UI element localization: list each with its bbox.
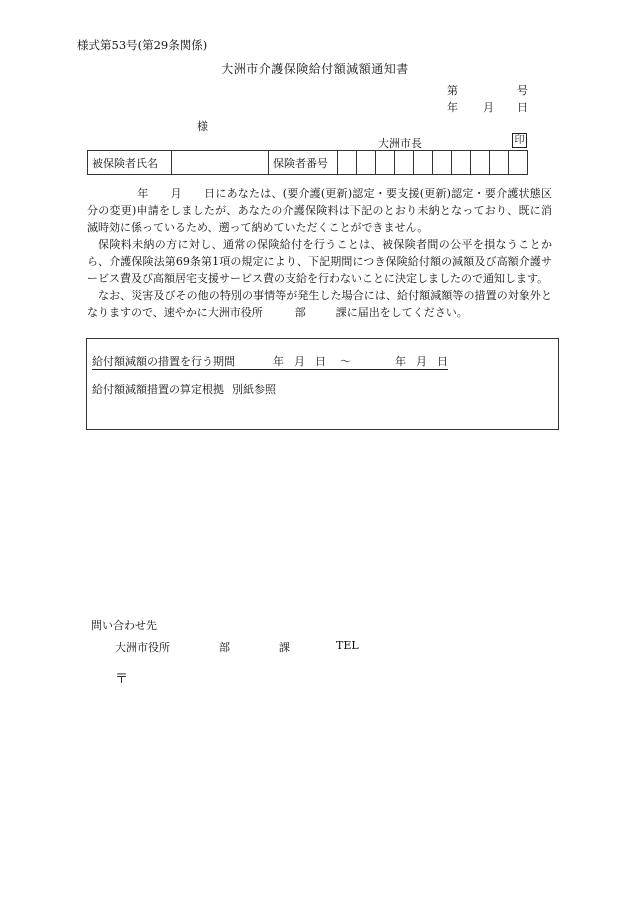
insurer-number-digit[interactable] (395, 151, 414, 175)
insured-name-field[interactable] (172, 151, 269, 175)
calculation-basis-row (92, 381, 276, 397)
application-year: 年 (137, 187, 149, 200)
doc-number-dai: 第 (447, 84, 458, 97)
insurer-number-digit[interactable] (357, 151, 376, 175)
document-title: 大洲市介護保険給付額減額通知書 (221, 62, 409, 76)
notice-body (87, 185, 552, 321)
period-tilde: ～ (340, 355, 351, 368)
seal-mark: 印 (512, 133, 527, 148)
insurer-number-digit[interactable] (433, 151, 452, 175)
issuer-name: 大洲市長 (378, 137, 422, 150)
insurer-number-label: 保険者番号 (269, 151, 338, 175)
contact-bu: 部 (219, 641, 230, 654)
date-day: 日 (517, 101, 528, 114)
contact-label: 問い合わせ先 (91, 619, 157, 632)
insurer-number-digit[interactable] (414, 151, 433, 175)
insurer-number-digit[interactable] (509, 151, 528, 175)
form-id: 様式第53号(第29条関係) (77, 38, 208, 52)
insurer-number-digit[interactable] (452, 151, 471, 175)
reduction-period-row: 給付額減額の措置を行う期間 年 月 日 ～ 年 月 日 (92, 355, 448, 368)
reduction-details-box (86, 338, 559, 430)
application-month: 月 (170, 187, 182, 200)
insurer-number-digit[interactable] (471, 151, 490, 175)
date-year: 年 (447, 101, 458, 114)
paragraph-reduction: 保険料未納の方に対し、通常の保険給付を行うことは、被保険者間の公平を損なうことから、介護保険法第69条第1項の規定により、下記期間につき保険給付額の減額及び高額介護サービス費及び高額居宅支援サービス費の支給を行わないことに決定しましたので通知します。 (87, 238, 552, 285)
insurer-number-digit[interactable] (338, 151, 357, 175)
date-month: 月 (483, 101, 494, 114)
recipient-suffix: 様 (197, 120, 208, 133)
paragraph-application (87, 185, 552, 236)
basis-label: 給付額減額措置の算定根拠 (92, 383, 224, 396)
contact-ka: 課 (279, 641, 290, 654)
paragraph-exception: なお、災害及びその他の特別の事情等が発生した場合には、給付額減額等の措置の対象外となりますので、速やかに大洲市役所 部 課に届出をしてください。 (87, 289, 552, 319)
office-bu: 部 (294, 306, 306, 319)
basis-value: 別紙参照 (232, 383, 276, 396)
insured-name-label: 被保険者氏名 (88, 151, 172, 175)
insurer-number-digit[interactable] (490, 151, 509, 175)
period-label: 給付額減額の措置を行う期間 (92, 355, 235, 368)
postal-mark: 〒 (115, 672, 129, 687)
insured-id-table (87, 150, 528, 175)
doc-number-go: 号 (517, 84, 528, 97)
contact-tel: TEL (336, 639, 359, 652)
contact-city: 大洲市役所 (115, 641, 170, 654)
application-text: 日にあなたは、(要介護(更新)認定・要支援(更新)認定・要介護状態区分の変更)申請をしましたが、あなたの介護保険料は下記のとおり未納となっており、既に消滅時効に係っているため、遡って納めていただくことができません。 (87, 187, 552, 234)
insurer-number-digit[interactable] (376, 151, 395, 175)
